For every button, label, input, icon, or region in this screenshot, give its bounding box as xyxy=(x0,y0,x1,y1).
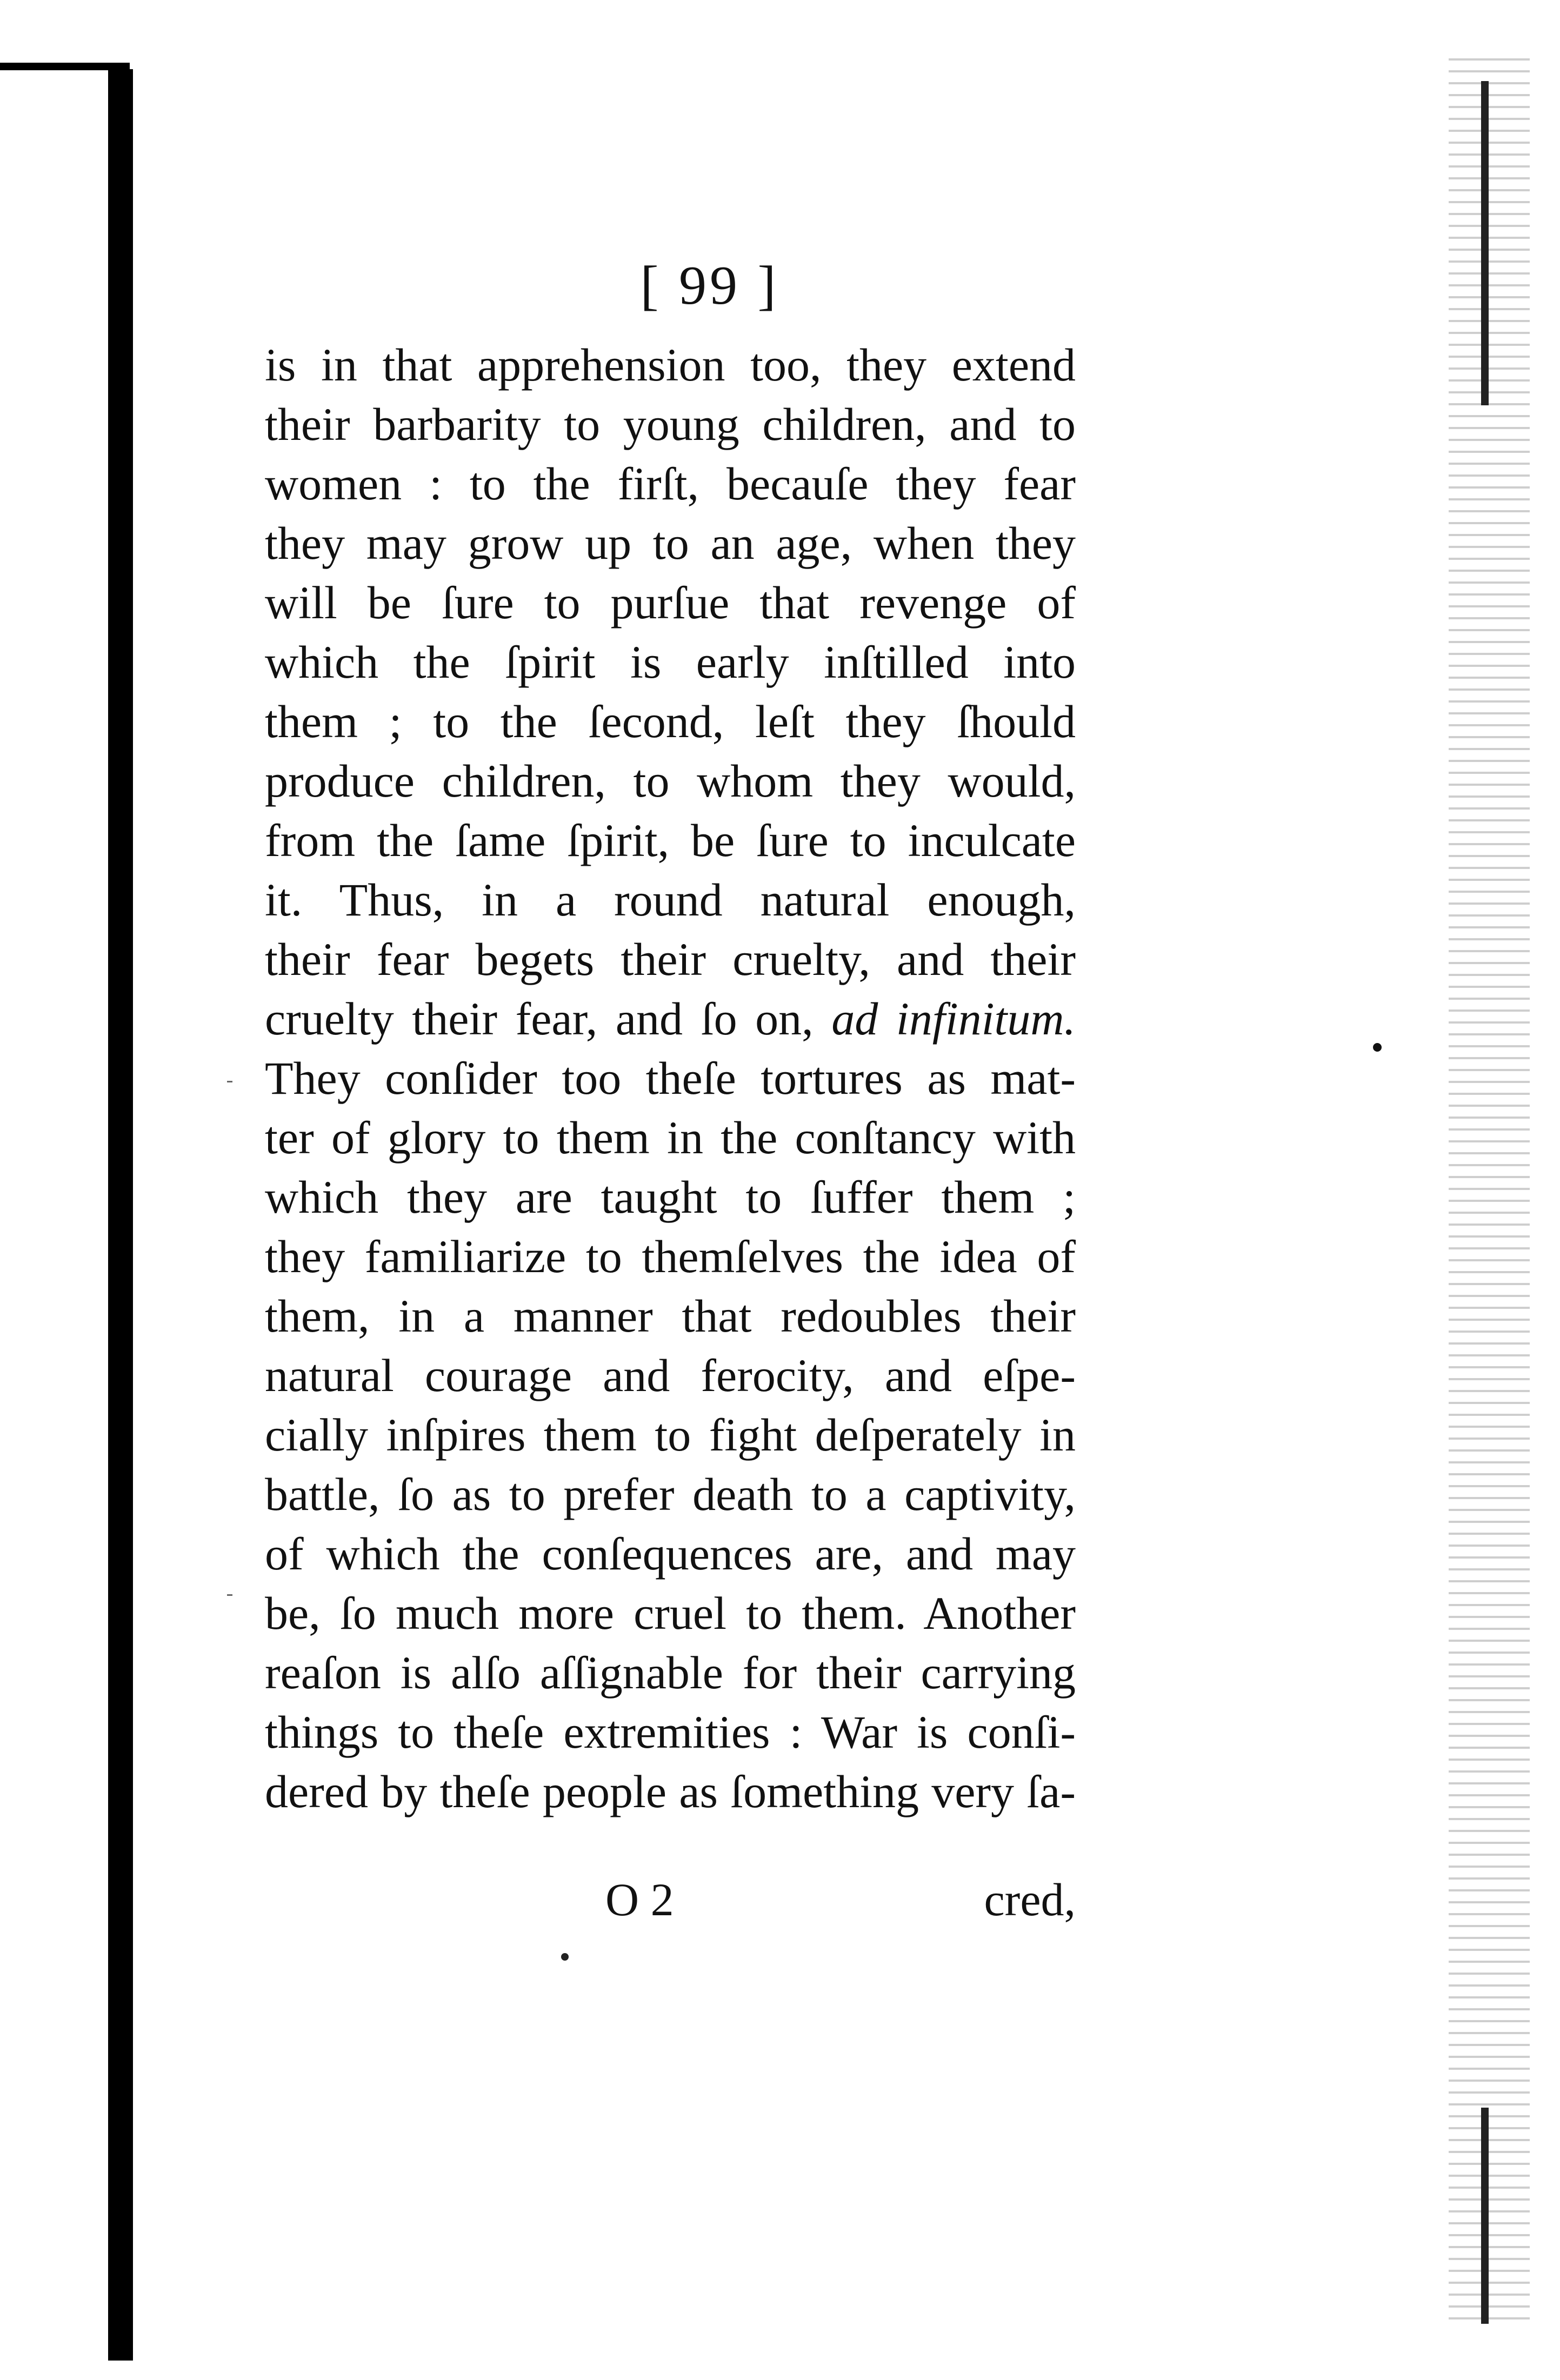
text-line: they familiarize to themſelves the idea of xyxy=(265,1231,1076,1282)
text-line: they may grow up to an age, when they xyxy=(265,517,1076,569)
text-line: them ; to the ſecond, leſt they ſhould xyxy=(265,696,1076,747)
italic-phrase: ad infinitum. xyxy=(831,993,1076,1045)
text-line: it. Thus, in a round natural enough, xyxy=(265,874,1076,926)
text-line: which they are taught to ſuffer them ; xyxy=(265,1171,1076,1223)
text-line: their barbarity to young children, and to xyxy=(265,398,1076,450)
text-line: their fear begets their cruelty, and their xyxy=(265,933,1076,985)
text-line-italic-phrase: cruelty their fear, and ſo on, ad infinitum. xyxy=(265,993,1076,1045)
text-line: things to theſe extremities : War is conſi- xyxy=(265,1706,1076,1758)
catchword: cred, xyxy=(984,1874,1076,1926)
scan-edge-shadow-bottom xyxy=(1481,2108,1489,2324)
text-line: them, in a manner that redoubles their xyxy=(265,1290,1076,1342)
text-line: is in that apprehension too, they extend xyxy=(265,339,1076,391)
text-line: be, ſo much more cruel to them. Another xyxy=(265,1587,1076,1639)
body-text xyxy=(265,335,1076,1821)
text-line: from the ſame ſpirit, be ſure to inculcate xyxy=(265,814,1076,866)
scan-page-edge-right xyxy=(1449,49,1530,2324)
margin-speck xyxy=(1373,1043,1382,1052)
scan-edge-shadow-top xyxy=(1481,81,1489,405)
text-line: ter of glory to them in the conſtancy with xyxy=(265,1112,1076,1164)
text-line: They conſider too theſe tortures as mat- xyxy=(265,1052,1076,1104)
signature-mark: O 2 xyxy=(605,1874,674,1926)
text-line: women : to the firſt, becauſe they fear xyxy=(265,458,1076,510)
text-line: of which the conſequences are, and may xyxy=(265,1528,1076,1580)
margin-speck xyxy=(227,1081,232,1082)
text-line: will be ſure to purſue that revenge of xyxy=(265,577,1076,629)
text-line: produce children, to whom they would, xyxy=(265,755,1076,807)
page-number: [ 99 ] xyxy=(640,255,779,316)
text-line: natural courage and ferocity, and eſpe- xyxy=(265,1349,1076,1401)
ink-dot xyxy=(561,1953,569,1961)
margin-speck xyxy=(227,1594,232,1596)
text-line: cially inſpires them to fight deſperately in xyxy=(265,1409,1076,1461)
scan-binding-edge xyxy=(108,69,133,2361)
text-line: dered by theſe people as ſomething very ſa- xyxy=(265,1766,1076,1817)
text-line: reaſon is alſo aſſignable for their carrying xyxy=(265,1647,1076,1699)
text-line: which the ſpirit is early inſtilled into xyxy=(265,636,1076,688)
page-footer xyxy=(265,1870,1076,1929)
text-line: battle, ſo as to prefer death to a captivity, xyxy=(265,1468,1076,1520)
